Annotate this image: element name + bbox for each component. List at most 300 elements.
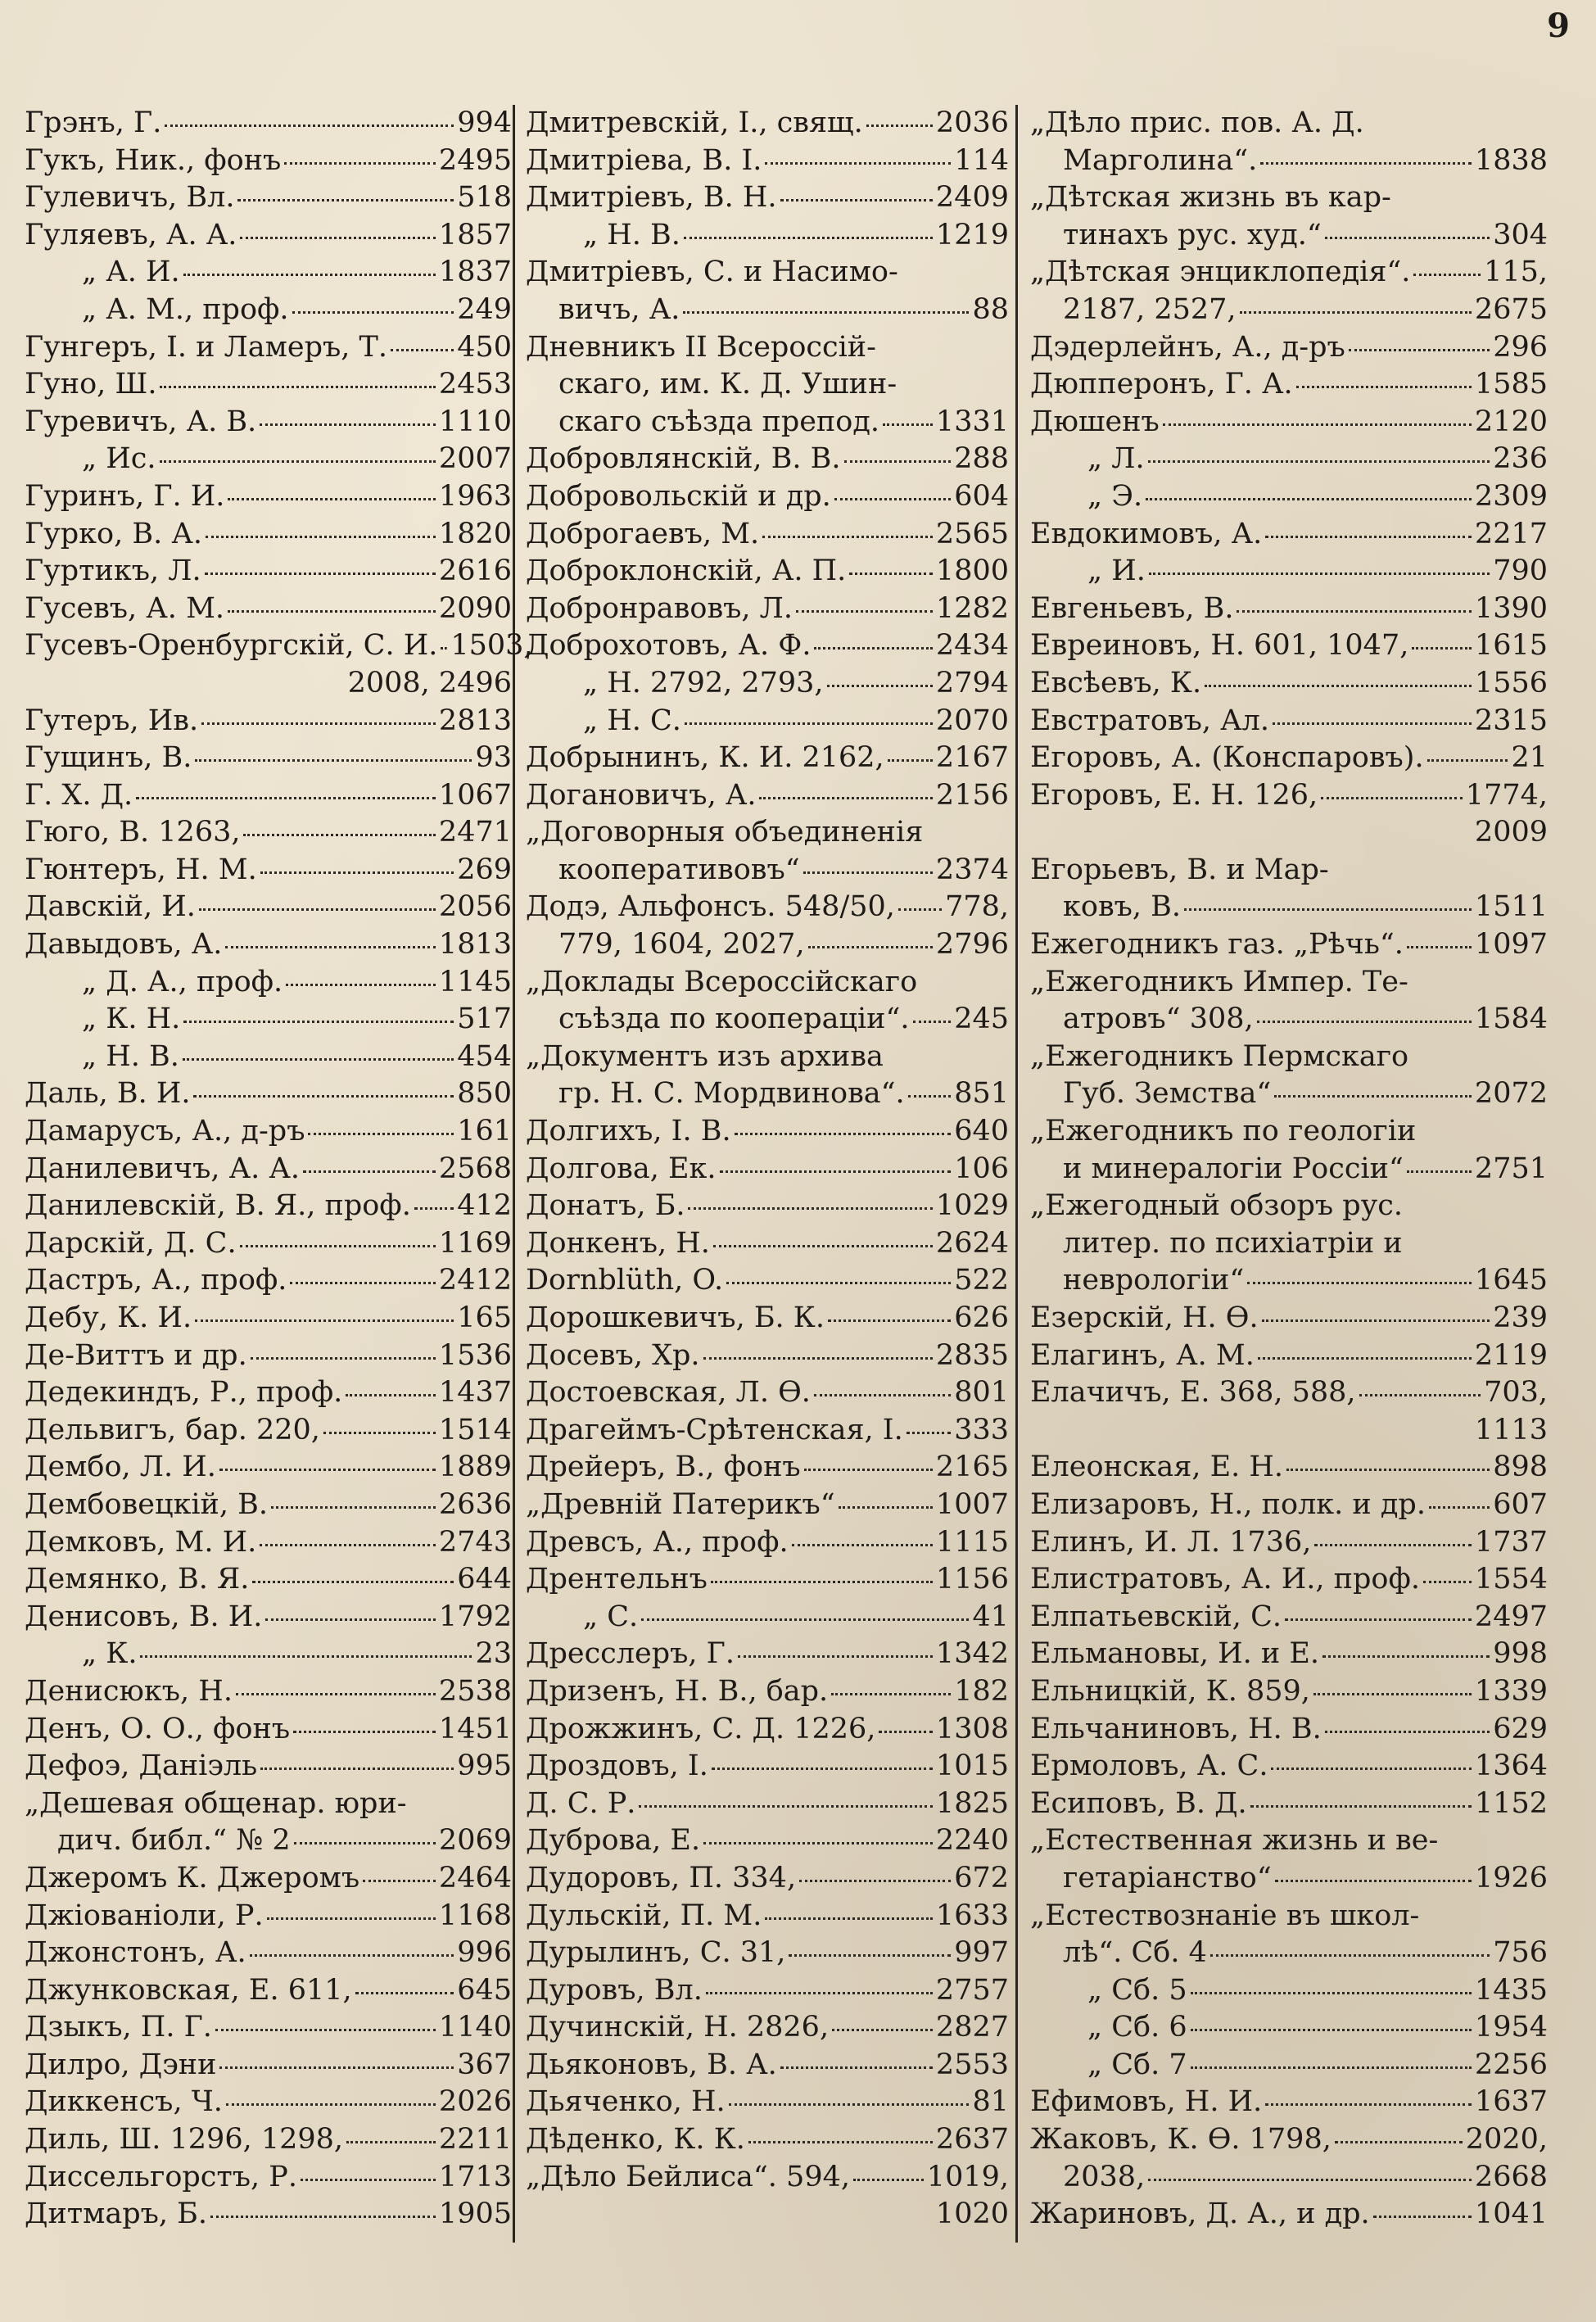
index-entry (526, 1412, 1009, 1450)
entry-name: Гуртикъ, Л. (25, 554, 201, 588)
entry-numbers: 2211 (438, 2123, 512, 2157)
entry-name: „ Ис. (82, 442, 156, 476)
index-entry (25, 889, 512, 926)
entry-numbers: 1645 (1474, 1264, 1548, 1297)
entry-name: Древсъ, А., проф. (526, 1525, 789, 1559)
dot-leader (1441, 1840, 1544, 1844)
entry-name: Дастръ, А., проф. (25, 1264, 287, 1297)
entry-numbers: 2007 (438, 442, 512, 476)
index-entry (526, 1075, 1009, 1113)
dot-leader (828, 1315, 951, 1322)
entry-name: Ельчаниновъ, Н. В. (1030, 1712, 1322, 1745)
index-entry (25, 1188, 512, 1225)
entry-name: Евстратовъ, Ал. (1030, 704, 1270, 737)
entry-numbers: 1169 (438, 1226, 512, 1260)
entry-name: Добровлянскій, В. В. (526, 442, 841, 476)
entry-numbers: 333 (954, 1413, 1009, 1446)
dot-leader (1395, 197, 1544, 201)
dot-leader (1257, 1016, 1472, 1023)
index-entry (1030, 1599, 1548, 1636)
entry-name: Дуброва, Е. (526, 1824, 701, 1858)
dot-leader (844, 455, 952, 463)
entry-name: „Дѣтская жизнь въ кар- (1030, 181, 1391, 215)
index-entry (526, 1338, 1009, 1375)
index-entry (526, 179, 1009, 217)
entry-name: „ Э. (1087, 479, 1143, 513)
index-entry (526, 1972, 1009, 2010)
entry-numbers: 995 (457, 1749, 512, 1783)
entry-numbers: 1435 (1474, 1973, 1548, 2007)
entry-numbers: 454 (457, 1039, 512, 1073)
page-number: 9 (1547, 7, 1570, 45)
entry-numbers: 1145 (438, 965, 512, 998)
dot-leader (1349, 344, 1490, 351)
dot-leader (308, 1128, 454, 1135)
dot-leader (713, 1240, 933, 1247)
entry-name: и минералогіи Россіи“ (1063, 1152, 1404, 1185)
index-entry (25, 2159, 512, 2197)
entry-name: Денисюкъ, Н. (25, 1674, 233, 1708)
entry-name: Гутеръ, Ив. (25, 704, 199, 737)
entry-name: Джеромъ К. Джеромъ (25, 1861, 360, 1894)
entry-name: Дюшенъ (1030, 405, 1160, 438)
index-entry (526, 2009, 1009, 2047)
entry-numbers: 1792 (438, 1600, 512, 1633)
dot-leader (1250, 1800, 1472, 1808)
entry-name: Грэнъ, Г. (25, 106, 162, 139)
index-entry (25, 1001, 512, 1039)
entry-numbers: 851 (954, 1077, 1009, 1111)
entry-name: ковъ, В. (1063, 890, 1182, 924)
index-entry (25, 1636, 512, 1673)
entry-numbers: 182 (954, 1674, 1009, 1708)
index-entry (25, 366, 512, 404)
entry-numbers: 2751 (1474, 1152, 1548, 1185)
index-entry (526, 1636, 1009, 1673)
index-entry (25, 478, 512, 516)
entry-numbers: 1331 (935, 405, 1009, 438)
entry-numbers: 1110 (438, 405, 512, 438)
entry-numbers: 2813 (438, 704, 512, 737)
entry-numbers: 1838 (1474, 143, 1548, 177)
dot-leader (789, 1949, 951, 1957)
dot-leader (832, 2024, 933, 2031)
entry-name: Дзыкъ, П. Г. (25, 2011, 212, 2044)
entry-name: Дембо, Л. И. (25, 1451, 216, 1484)
entry-numbers: 2409 (935, 181, 1009, 215)
dot-leader (792, 1539, 933, 1546)
dot-leader (260, 1539, 436, 1546)
index-entry (1030, 1449, 1548, 1487)
entry-name: Г. Х. Д. (25, 778, 133, 812)
entry-numbers: 2240 (935, 1824, 1009, 1858)
entry-numbers: 1437 (438, 1376, 512, 1410)
index-entry (1030, 2121, 1548, 2159)
entry-name: неврологіи“ (1063, 1264, 1245, 1297)
index-entry (1030, 591, 1548, 628)
index-entry (1030, 105, 1548, 143)
entry-name: 779, 1604, 2027, (558, 928, 805, 962)
entry-numbers: 23 (475, 1637, 512, 1671)
entry-name: Ежегодникъ газ. „Рѣчь“. (1030, 928, 1404, 962)
entry-numbers: 1339 (1474, 1674, 1548, 1708)
entry-name: гетаріанство“ (1063, 1861, 1272, 1894)
index-entry (1030, 366, 1548, 404)
index-entry (526, 1822, 1009, 1860)
dot-leader (215, 2024, 436, 2031)
dot-leader (1210, 1949, 1490, 1957)
index-entry (526, 553, 1009, 591)
index-column-2 (526, 105, 1009, 2234)
dot-leader (1412, 642, 1472, 650)
index-entry (1030, 1898, 1548, 1935)
dot-leader (879, 346, 1006, 351)
entry-name: Дучинскій, Н. 2826, (526, 2011, 830, 2044)
dot-leader (1412, 1056, 1544, 1061)
entry-name: Доброгаевъ, М. (526, 517, 760, 550)
entry-name: Дорошкевичъ, Б. К. (526, 1301, 825, 1334)
dot-leader (814, 642, 932, 650)
dot-leader (363, 1875, 436, 1882)
index-entry (25, 1711, 512, 1749)
entry-name: „ К. (82, 1637, 138, 1671)
index-entry (1030, 1001, 1548, 1039)
dot-leader (759, 792, 932, 799)
dot-leader (803, 867, 933, 874)
index-entry (25, 814, 512, 852)
entry-numbers: 2616 (438, 554, 512, 588)
entry-numbers: 644 (457, 1563, 512, 1596)
dot-leader (1274, 1090, 1472, 1098)
entry-numbers: 2008, 2496 (347, 666, 512, 699)
dot-leader (1260, 157, 1472, 165)
index-entry (25, 2121, 512, 2159)
index-entry (1030, 1636, 1548, 1673)
entry-name: Доброклонскій, А. П. (526, 554, 847, 588)
index-entry (25, 441, 512, 478)
dot-leader (1422, 1915, 1544, 1920)
index-entry (1030, 852, 1548, 889)
dot-leader (799, 1875, 951, 1882)
entry-numbers: 2675 (1474, 292, 1548, 326)
entry-name: Ермоловъ, А. С. (1030, 1749, 1268, 1783)
entry-name: Дамарусъ, А., д-ръ (25, 1115, 305, 1148)
entry-numbers: 1168 (438, 1899, 512, 1932)
entry-name: Дудоровъ, П. 334, (526, 1861, 797, 1894)
entry-numbers: 1097 (1474, 928, 1548, 962)
dot-leader (762, 531, 933, 538)
dot-leader (293, 1726, 436, 1733)
index-entry (1030, 627, 1548, 665)
index-entry (1030, 1338, 1548, 1375)
index-entry (526, 254, 1009, 292)
dot-leader (240, 232, 436, 239)
entry-name: тинахъ рус. худ.“ (1063, 218, 1322, 251)
entry-name: Дневникъ II Всероссій- (526, 330, 876, 364)
index-entry (25, 1300, 512, 1338)
entry-numbers: 2495 (438, 143, 512, 177)
entry-numbers: 1364 (1474, 1749, 1548, 1783)
index-entry (526, 1300, 1009, 1338)
entry-numbers: 1954 (1474, 2011, 1548, 2044)
dot-leader (219, 1464, 436, 1471)
entry-name: Джунковская, Е. 611, (25, 1973, 352, 2007)
entry-numbers: 1825 (935, 1786, 1009, 1820)
entry-numbers: 1737 (1474, 1525, 1548, 1559)
index-entry (1030, 1748, 1548, 1786)
entry-name: Евгеньевъ, В. (1030, 591, 1234, 625)
entry-numbers: 1556 (1474, 666, 1548, 699)
index-entry (25, 1822, 512, 1860)
dot-leader (284, 157, 436, 165)
entry-name: атровъ“ 308, (1063, 1003, 1254, 1036)
dot-leader (1237, 605, 1471, 613)
index-entry (526, 926, 1009, 964)
entry-numbers: 2056 (438, 890, 512, 924)
dot-leader (61, 682, 345, 687)
dot-leader (738, 1650, 933, 1658)
index-entry (1030, 1262, 1548, 1300)
entry-name: гр. Н. С. Мордвинова“. (558, 1077, 905, 1111)
index-entry (25, 516, 512, 554)
entry-name: Dornblüth, O. (526, 1264, 724, 1297)
dot-leader (1265, 2098, 1472, 2106)
entry-name: Донкенъ, Н. (526, 1226, 710, 1260)
entry-name: Долгихъ, І. В. (526, 1115, 731, 1148)
entry-numbers: 81 (972, 2085, 1009, 2119)
dot-leader (866, 120, 933, 127)
entry-name: Егорьевъ, В. и Мар- (1030, 853, 1329, 886)
entry-name: „ А. И. (82, 256, 180, 289)
entry-name: Евсѣевъ, К. (1030, 666, 1202, 699)
dot-leader (1273, 717, 1472, 725)
entry-numbers: 1774, (1465, 778, 1548, 812)
entry-numbers: 1889 (438, 1451, 512, 1484)
entry-name: Дуровъ, Вл. (526, 1973, 703, 2007)
entry-numbers: 2497 (1474, 1600, 1548, 1633)
entry-name: Дембовецкій, В. (25, 1487, 268, 1521)
entry-name: Дьяченко, Н. (526, 2085, 726, 2119)
entry-name: Дарскій, Д. С. (25, 1226, 237, 1260)
entry-numbers: 114 (954, 143, 1009, 177)
dot-leader (226, 2098, 436, 2106)
index-entry (25, 1935, 512, 1972)
entry-numbers: 1219 (935, 218, 1009, 251)
index-entry (25, 852, 512, 889)
index-entry (526, 740, 1009, 777)
dot-leader (243, 829, 435, 836)
entry-numbers: 1554 (1474, 1563, 1548, 1596)
entry-numbers: 1113 (1474, 1413, 1548, 1446)
entry-numbers: 640 (954, 1115, 1009, 1148)
dot-leader (1322, 1650, 1490, 1658)
entry-numbers: 93 (475, 741, 512, 775)
dot-leader (290, 1277, 436, 1284)
index-entry (526, 1039, 1009, 1076)
entry-name: Евреиновъ, Н. 601, 1047, (1030, 629, 1409, 663)
index-entry (526, 105, 1009, 143)
index-entry (25, 143, 512, 180)
entry-numbers: 1282 (935, 591, 1009, 625)
entry-name: „Ежегодникъ Импер. Те- (1030, 965, 1408, 998)
entry-numbers: 2624 (935, 1226, 1009, 1260)
entry-name: „ Н. В. (82, 1039, 179, 1073)
dot-leader (765, 1912, 933, 1920)
entry-name: „ С. (583, 1600, 639, 1633)
dot-leader (804, 1464, 933, 1471)
dot-leader (711, 1576, 933, 1583)
dot-leader (346, 1389, 436, 1396)
entry-numbers: 1857 (438, 218, 512, 251)
dot-leader (712, 1763, 933, 1770)
entry-numbers: 1511 (1474, 890, 1548, 924)
index-entry (1030, 1075, 1548, 1113)
dot-leader (684, 232, 933, 239)
index-entry (25, 1075, 512, 1113)
dot-leader (228, 605, 436, 613)
index-entry (25, 1039, 512, 1076)
index-entry (25, 665, 512, 703)
dot-leader (888, 754, 933, 762)
index-entry (1030, 1487, 1548, 1524)
index-entry (526, 1711, 1009, 1749)
dot-leader (228, 493, 436, 500)
dot-leader (883, 419, 933, 426)
entry-name: „ Д. А., проф. (82, 965, 283, 998)
entry-name: Демковъ, М. И. (25, 1525, 257, 1559)
dot-leader (1148, 455, 1490, 463)
dot-leader (210, 2211, 436, 2218)
dot-leader (814, 1389, 951, 1396)
index-entry (25, 1898, 512, 1935)
index-entry (1030, 1673, 1548, 1711)
dot-leader (1191, 1987, 1472, 1994)
entry-name: Демянко, В. Я. (25, 1563, 250, 1596)
index-entry (1030, 2084, 1548, 2121)
entry-name: Долгова, Ек. (526, 1152, 717, 1185)
index-entry (25, 1786, 512, 1823)
index-entry (1030, 964, 1548, 1002)
dot-leader (902, 271, 1006, 276)
dot-leader (920, 981, 1006, 986)
index-entry (526, 366, 1009, 404)
dot-leader (900, 383, 1006, 388)
entry-numbers: 1156 (935, 1563, 1009, 1596)
dot-leader (1191, 2024, 1472, 2031)
entry-name: Жариновъ, Д. А., и др. (1030, 2198, 1370, 2231)
entry-numbers: 607 (1493, 1487, 1548, 1521)
entry-name: Гюго, В. 1263, (25, 816, 241, 849)
entry-numbers: 898 (1493, 1451, 1548, 1484)
dot-leader (1271, 1763, 1471, 1770)
dot-leader (1163, 419, 1472, 426)
entry-name: „Ежегодникъ Пермскаго (1030, 1039, 1409, 1073)
entry-numbers: 2156 (935, 778, 1009, 812)
index-entry (25, 179, 512, 217)
dot-leader (641, 1614, 969, 1621)
dot-leader (683, 306, 969, 314)
entry-name: „ Л. (1087, 442, 1145, 476)
entry-name: съѣзда по коопераціи“. (558, 1003, 910, 1036)
entry-name: „ Сб. 6 (1087, 2011, 1187, 2044)
index-entry (526, 1786, 1009, 1823)
index-entry (1030, 1524, 1548, 1562)
entry-name: „ Сб. 7 (1087, 2048, 1187, 2081)
dot-leader (219, 2062, 454, 2069)
dot-leader (1407, 941, 1472, 948)
entry-name: „Договорныя объединенія (526, 816, 924, 849)
entry-numbers: 2794 (935, 666, 1009, 699)
dot-leader (160, 455, 436, 463)
entry-numbers: 1633 (935, 1899, 1009, 1932)
index-entry (25, 2009, 512, 2047)
index-entry (25, 1262, 512, 1300)
entry-numbers: 304 (1493, 218, 1548, 251)
index-entry (526, 2196, 1009, 2234)
dot-leader (260, 1763, 454, 1770)
index-entry (1030, 1860, 1548, 1898)
index-entry (1030, 1225, 1548, 1263)
entry-numbers: 996 (457, 1936, 512, 1970)
entry-numbers: 703, (1484, 1376, 1548, 1410)
dot-leader (1373, 2211, 1472, 2218)
entry-name: Гуляевъ, А. А. (25, 218, 237, 251)
dot-leader (1314, 1539, 1472, 1546)
entry-name: Диль, Ш. 1296, 1298, (25, 2123, 344, 2157)
index-entry (1030, 179, 1548, 217)
dot-leader (1419, 1130, 1544, 1135)
entry-name: „Дѣтская энциклопедія“. (1030, 256, 1411, 289)
index-entry (1030, 926, 1548, 964)
entry-numbers: 1390 (1474, 591, 1548, 625)
index-entry (1030, 1113, 1548, 1151)
entry-name: Елеонская, Е. Н. (1030, 1451, 1284, 1484)
dot-leader (260, 867, 454, 874)
entry-name: Даль, В. И. (25, 1077, 191, 1111)
entry-numbers: 1584 (1474, 1003, 1548, 1036)
dot-leader (1066, 831, 1472, 836)
entry-name: Дэдерлейнъ, А., д-ръ (1030, 330, 1345, 364)
index-entry (526, 964, 1009, 1002)
index-entry (526, 1673, 1009, 1711)
entry-numbers: 2743 (438, 1525, 512, 1559)
entry-numbers: 517 (457, 1003, 512, 1036)
dot-leader (908, 1090, 952, 1098)
entry-numbers: 165 (457, 1301, 512, 1334)
index-entry (526, 1748, 1009, 1786)
entry-name: Дмитріева, В. І. (526, 143, 762, 177)
index-column-3 (1030, 105, 1548, 2234)
index-entry (1030, 1151, 1548, 1188)
index-entry (526, 516, 1009, 554)
entry-name: Дюпперонъ, Г. А. (1030, 368, 1293, 401)
index-entry (25, 292, 512, 329)
entry-numbers: 998 (1493, 1637, 1548, 1671)
dot-leader (735, 1128, 952, 1135)
entry-name: лѣ“. Сб. 4 (1063, 1936, 1207, 1970)
entry-numbers: 1015 (935, 1749, 1009, 1783)
entry-name: литер. по психіатріи и (1063, 1226, 1403, 1260)
entry-name: Джонстонъ, А. (25, 1936, 246, 1970)
entry-numbers: 2120 (1474, 405, 1548, 438)
dot-leader (267, 1912, 436, 1920)
dot-leader (1335, 2136, 1463, 2143)
entry-name: Елистратовъ, А. И., проф. (1030, 1563, 1420, 1596)
entry-numbers: 2072 (1474, 1077, 1548, 1111)
entry-numbers: 1926 (1474, 1861, 1548, 1894)
entry-numbers: 1536 (438, 1338, 512, 1372)
dot-leader (887, 1056, 1006, 1061)
